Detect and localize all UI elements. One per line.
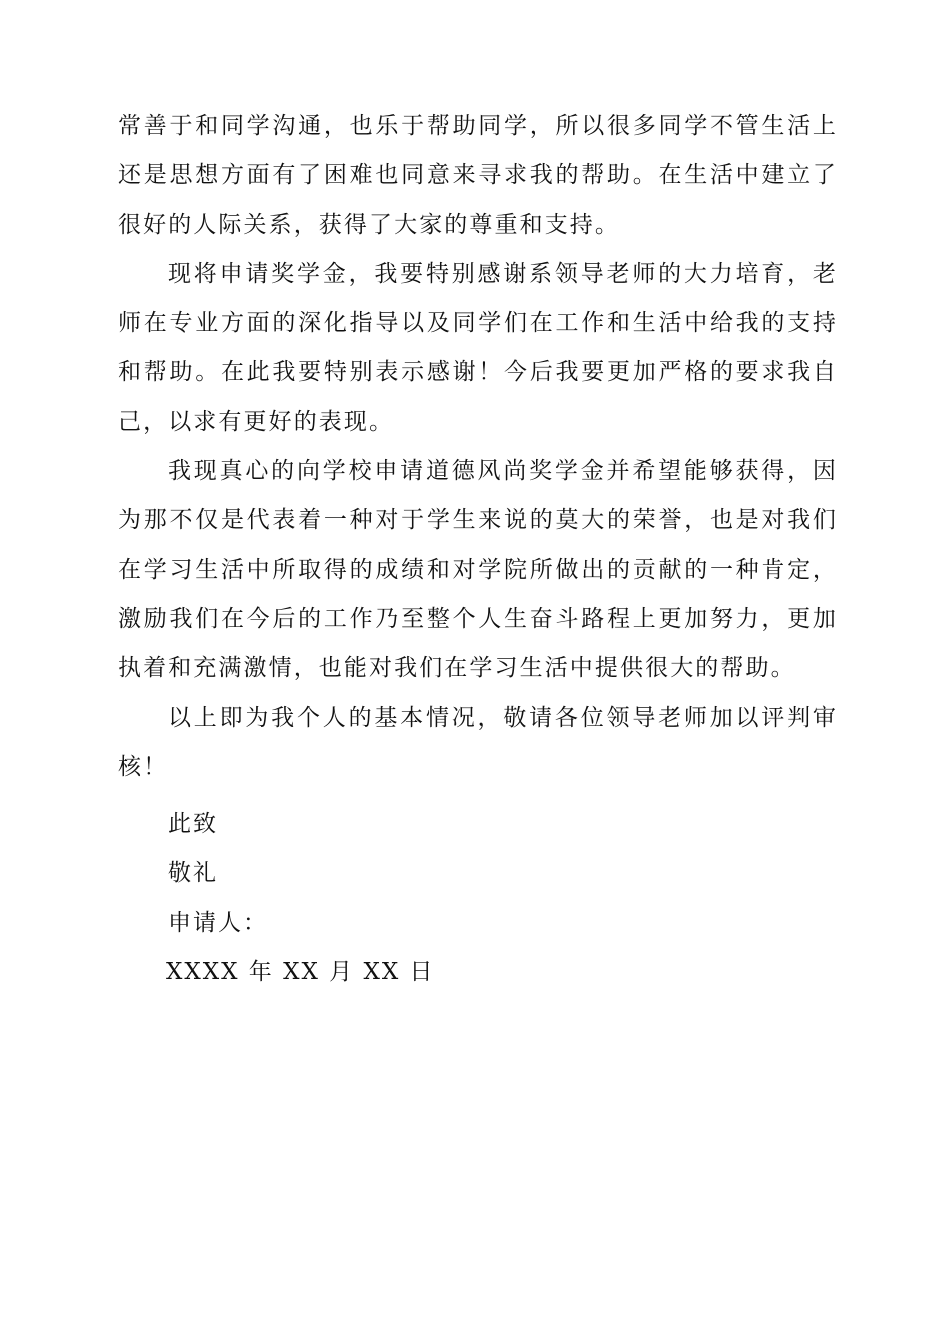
date-line: XXXX 年 XX 月 XX 日 (166, 958, 435, 985)
applicant-label: 申请人： (168, 909, 268, 936)
letter-closing (168, 800, 435, 997)
regards: 敬礼 (168, 860, 218, 887)
letter-body (118, 102, 838, 792)
paragraph-application: 我现真心的向学校申请道德风尚奖学金并希望能够获得，因为那不仅是代表着一种对于学生来说的莫大的荣誉，也是对我们在学习生活中所取得的成绩和对学院所做出的贡献的一种肯定，激励我们在今后的工作乃至整个人生奋斗路程上更加努力，更加执着和充满激情，也能对我们在学习生活中提供很大的帮助。 (118, 458, 838, 682)
salutation: 此致 (168, 811, 218, 837)
paragraph-thanks: 现将申请奖学金，我要特别感谢系领导老师的大力培育，老师在专业方面的深化指导以及同学们在工作和生活中给我的支持和帮助。在此我要特别表示感谢！今后我要更加严格的要求我自己，以求有更好的表现。 (118, 260, 838, 435)
paragraph-summary: 以上即为我个人的基本情况，敬请各位领导老师加以评判审核！ (118, 704, 838, 780)
paragraph-continuation: 常善于和同学沟通，也乐于帮助同学，所以很多同学不管生活上还是思想方面有了困难也同意来寻求我的帮助。在生活中建立了很好的人际关系，获得了大家的尊重和支持。 (118, 113, 838, 238)
